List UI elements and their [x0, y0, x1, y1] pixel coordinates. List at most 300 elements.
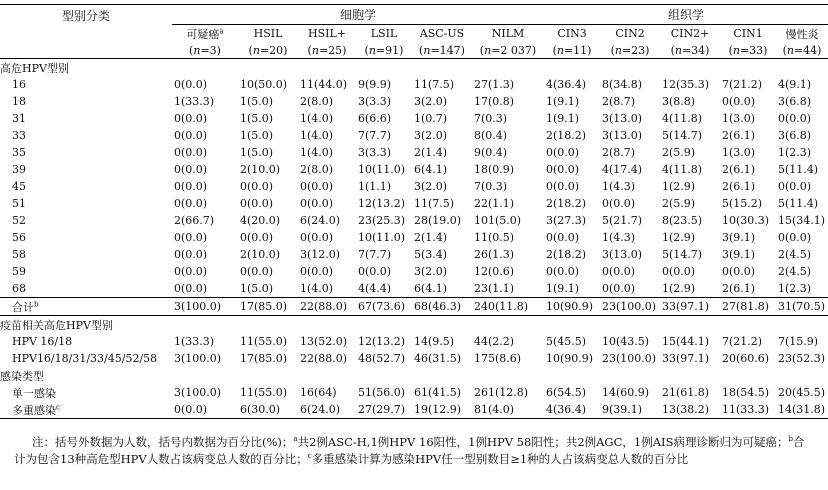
table-cell: 10(50.0) [240, 78, 288, 91]
table-cell: 1(5.0) [240, 146, 274, 159]
table-row [0, 161, 828, 178]
column-name: LSIL [370, 27, 398, 40]
table-cell: 2(1.4) [414, 146, 448, 159]
table-cell: 28(19.0) [414, 214, 462, 227]
table-cell: 12(13.2) [358, 335, 406, 348]
table-cell: 5(3.4) [414, 248, 448, 261]
table-cell: 0(0.0) [174, 231, 208, 244]
column-n-value: 20 [269, 43, 284, 57]
table-cell: 22(1.1) [474, 197, 515, 210]
table-cell: 4(17.4) [602, 163, 643, 176]
table-cell: 23(25.3) [358, 214, 406, 227]
table-cell: 0(0.0) [662, 265, 696, 278]
row-label [0, 144, 172, 161]
table-cell: 11(0.5) [474, 231, 515, 244]
footnote-mark-c: c [307, 452, 312, 461]
table-cell: 3(6.8) [778, 129, 812, 142]
table-cell: 7(7.7) [358, 248, 392, 261]
table-cell: 2(6.1) [722, 163, 756, 176]
table-cell: 3(13.0) [602, 129, 643, 142]
column-n-value: 11 [573, 43, 588, 57]
table-cell: 5(21.7) [602, 214, 643, 227]
table-cell: 51(56.0) [358, 386, 406, 399]
table-cell: 3(2.0) [414, 180, 448, 193]
table-cell: 7(21.2) [722, 335, 763, 348]
section-row [0, 316, 828, 334]
table-cell: 11(55.0) [240, 335, 288, 348]
table-cell: 3(13.0) [602, 248, 643, 261]
table-cell: 101(5.0) [474, 214, 522, 227]
table-row [0, 280, 828, 298]
table-cell: 1(9.1) [546, 282, 580, 295]
row-label-text: 18 [12, 95, 26, 108]
table-cell: 1(4.0) [300, 129, 334, 142]
table-row [0, 127, 828, 144]
column-name: HSIL [253, 27, 283, 40]
table-row [0, 144, 828, 161]
row-footnote-mark: c [56, 402, 60, 411]
table-cell: 17(85.0) [240, 352, 288, 365]
table-row [0, 384, 828, 401]
table-cell: 5(45.5) [546, 335, 587, 348]
table-cell: 5(15.2) [722, 197, 763, 210]
table-cell: 2(18.2) [546, 197, 587, 210]
table-cell: 3(13.0) [602, 112, 643, 125]
table-cell: 0(0.0) [778, 231, 812, 244]
table-cell: 1(3.0) [722, 112, 756, 125]
table-cell: 2(8.7) [602, 146, 636, 159]
column-header [660, 25, 720, 43]
row-label [0, 212, 172, 229]
table-cell: 0(0.0) [174, 146, 208, 159]
table-cell: 0(0.0) [174, 180, 208, 193]
row-label [0, 280, 172, 298]
row-label [0, 350, 172, 367]
table-cell: 23(52.3) [778, 352, 826, 365]
table-cell: 2(10.0) [240, 248, 281, 261]
table-cell: 2(5.9) [662, 197, 696, 210]
row-label-text: 68 [12, 282, 26, 295]
table-cell: 31(70.5) [778, 300, 826, 313]
column-name: CIN3 [557, 27, 587, 40]
footnote-mark-a: a [293, 435, 298, 444]
table-cell: 1(3.0) [722, 146, 756, 159]
table-cell: 1(1.1) [358, 180, 392, 193]
table-cell: 3(2.0) [414, 129, 448, 142]
table-cell: 3(2.0) [414, 95, 448, 108]
column-header [298, 25, 356, 43]
n-symbol: n [368, 43, 376, 57]
n-symbol: n [732, 43, 740, 57]
table-cell: 5(11.4) [778, 197, 819, 210]
table-cell: 23(1.1) [474, 282, 515, 295]
table-cell: 1(0.7) [414, 112, 448, 125]
column-n-value: 2 037 [500, 43, 532, 57]
hpv-genotype-table [0, 4, 828, 419]
table-cell: 3(3.3) [358, 146, 392, 159]
table-cell: 4(36.4) [546, 78, 587, 91]
row-label [0, 178, 172, 195]
table-cell: 1(4.0) [300, 146, 334, 159]
row-label-text: 16 [12, 78, 26, 91]
table-cell: 0(0.0) [240, 180, 274, 193]
table-cell: 9(0.4) [474, 146, 508, 159]
n-symbol: n [556, 43, 564, 57]
table-cell: 67(73.6) [358, 300, 406, 313]
section-label: 感染类型 [0, 369, 44, 383]
row-label-text: 56 [12, 231, 26, 244]
row-label-text: HPV16/18/31/33/45/52/58 [12, 352, 158, 365]
column-header [172, 25, 238, 43]
row-label [0, 298, 172, 316]
table-cell: 2(6.1) [722, 180, 756, 193]
table-cell: 1(5.0) [240, 112, 274, 125]
table-cell: 7(15.9) [778, 335, 819, 348]
table-row [0, 178, 828, 195]
table-cell: 81(4.0) [474, 403, 515, 416]
table-cell: 2(10.0) [240, 163, 281, 176]
table-cell: 20(60.6) [722, 352, 770, 365]
table-cell: 0(0.0) [240, 197, 274, 210]
column-footnote-mark: a [219, 26, 224, 35]
footnote-b: 合计为包含13种高危型HPV人数占该病变总人数的百分比； [14, 435, 805, 466]
table-cell: 6(6.6) [358, 112, 392, 125]
table-row [0, 298, 828, 316]
row-label-text: 多重感染 [12, 403, 56, 417]
table-cell: 0(0.0) [778, 112, 812, 125]
table-cell: 1(2.3) [778, 282, 812, 295]
table-cell: 7(0.3) [474, 180, 508, 193]
row-label [0, 127, 172, 144]
table-cell: 10(90.9) [546, 352, 594, 365]
table-row [0, 195, 828, 212]
table-cell: 0(0.0) [602, 265, 636, 278]
table-cell: 6(4.1) [414, 282, 448, 295]
column-header [544, 25, 600, 43]
table-cell: 61(41.5) [414, 386, 462, 399]
table-cell: 11(7.5) [414, 197, 455, 210]
table-row [0, 263, 828, 280]
table-cell: 16(64) [300, 386, 337, 399]
table-cell: 21(61.8) [662, 386, 710, 399]
column-n: (n=23) [610, 43, 650, 57]
table-cell: 1(33.3) [174, 335, 215, 348]
table-cell: 26(1.3) [474, 248, 515, 261]
row-label-text: 45 [12, 180, 26, 193]
table-cell: 2(6.1) [722, 282, 756, 295]
row-label [0, 161, 172, 178]
table-cell: 5(14.7) [662, 129, 703, 142]
table-cell: 1(2.9) [662, 180, 696, 193]
table-cell: 1(2.9) [662, 231, 696, 244]
table-cell: 2(4.5) [778, 248, 812, 261]
table-cell: 0(0.0) [174, 129, 208, 142]
column-n: (n=20) [248, 43, 288, 57]
n-symbol: n [614, 43, 622, 57]
table-cell: 1(2.3) [778, 146, 812, 159]
table-cell: 0(0.0) [300, 231, 334, 244]
column-header [356, 25, 412, 43]
table-cell: 7(21.2) [722, 78, 763, 91]
table-cell: 12(35.3) [662, 78, 710, 91]
group-header-cytology: 细胞学 [172, 5, 544, 25]
table-row [0, 401, 828, 419]
table-cell: 20(45.5) [778, 386, 826, 399]
table-cell: 2(18.2) [546, 248, 587, 261]
table-cell: 261(12.8) [474, 386, 529, 399]
column-name: CIN2+ [670, 27, 710, 40]
column-n: (n=25) [307, 43, 347, 57]
table-row [0, 246, 828, 263]
table-row [0, 350, 828, 367]
row-label-text: HPV 16/18 [12, 335, 73, 348]
table-cell: 14(60.9) [602, 386, 650, 399]
row-label [0, 93, 172, 110]
table-cell: 1(4.3) [602, 180, 636, 193]
table-cell: 18(0.9) [474, 163, 515, 176]
row-label-text: 合计 [12, 300, 34, 314]
table-cell: 0(0.0) [300, 180, 334, 193]
table-cell: 11(55.0) [240, 386, 288, 399]
table-cell: 3(6.8) [778, 95, 812, 108]
table-cell: 2(8.0) [300, 95, 334, 108]
row-label [0, 110, 172, 127]
column-n: (n=147) [419, 43, 465, 57]
row-label-text: 33 [12, 129, 26, 142]
table-cell: 2(18.2) [546, 129, 587, 142]
row-label-text: 单一感染 [12, 386, 56, 400]
table-cell: 0(0.0) [174, 163, 208, 176]
row-label-text: 58 [12, 248, 26, 261]
table-cell: 5(11.4) [778, 163, 819, 176]
n-symbol: n [311, 43, 319, 57]
table-cell: 2(5.9) [662, 146, 696, 159]
table-cell: 9(39.1) [602, 403, 643, 416]
column-n: (n=3) [189, 43, 221, 57]
column-header [472, 25, 544, 43]
table-cell: 14(9.5) [414, 335, 455, 348]
column-name: 慢性炎 [785, 27, 819, 41]
table-cell: 12(0.6) [474, 265, 515, 278]
table-cell: 10(30.3) [722, 214, 770, 227]
column-n: (n=11) [552, 43, 592, 57]
table-cell: 3(9.1) [722, 231, 756, 244]
table-cell: 1(5.0) [240, 129, 274, 142]
table-cell: 0(0.0) [546, 265, 580, 278]
table-cell: 5(14.7) [662, 248, 703, 261]
table-cell: 10(11.0) [358, 163, 406, 176]
table-cell: 6(24.0) [300, 403, 341, 416]
table-cell: 4(36.4) [546, 403, 587, 416]
table-cell: 13(38.2) [662, 403, 710, 416]
table-row [0, 93, 828, 110]
table-row [0, 110, 828, 127]
table-cell: 12(13.2) [358, 197, 406, 210]
table-cell: 8(0.4) [474, 129, 508, 142]
n-symbol: n [484, 43, 492, 57]
table-cell: 33(97.1) [662, 352, 710, 365]
table-cell: 0(0.0) [174, 265, 208, 278]
table-cell: 1(4.0) [300, 112, 334, 125]
table-cell: 6(24.0) [300, 214, 341, 227]
table-cell: 10(11.0) [358, 231, 406, 244]
table-cell: 9(9.9) [358, 78, 392, 91]
footnote-intro: 注：括号外数据为人数，括号内数据为百分比(%)； [32, 435, 294, 449]
column-header [412, 25, 472, 43]
column-header [720, 25, 776, 43]
table-cell: 1(2.9) [662, 282, 696, 295]
table-cell: 0(0.0) [240, 265, 274, 278]
footnote-mark-b: b [788, 435, 793, 444]
column-n-value: 147 [439, 43, 461, 57]
column-n-value: 44 [803, 43, 818, 57]
table-cell: 27(81.8) [722, 300, 770, 313]
table-cell: 0(0.0) [546, 180, 580, 193]
table-cell: 48(52.7) [358, 352, 406, 365]
table-cell: 3(3.3) [358, 95, 392, 108]
column-n-value: 3 [209, 43, 217, 57]
table-cell: 1(5.0) [240, 282, 274, 295]
row-label [0, 195, 172, 212]
column-name: CIN2 [615, 27, 645, 40]
table-cell: 23(100.0) [602, 352, 657, 365]
table-cell: 0(0.0) [602, 282, 636, 295]
table-cell: 11(7.5) [414, 78, 455, 91]
column-name: ASC-US [419, 27, 465, 40]
table-cell: 0(0.0) [174, 112, 208, 125]
table-cell: 0(0.0) [300, 197, 334, 210]
footnote-c: 多重感染计算为感染HPV任一型别数目≥1种的人占该病变总人数的百分比 [311, 452, 689, 466]
table-cell: 0(0.0) [174, 403, 208, 416]
table-row [0, 229, 828, 246]
table-cell: 0(0.0) [240, 231, 274, 244]
column-n-value: 34 [691, 43, 706, 57]
table-cell: 7(7.7) [358, 129, 392, 142]
table-cell: 175(8.6) [474, 352, 522, 365]
stub-header: 型别分类 [61, 9, 110, 23]
table-cell: 0(0.0) [722, 95, 756, 108]
table-cell: 240(11.8) [474, 300, 529, 313]
table-cell: 11(44.0) [300, 78, 348, 91]
table-cell: 0(0.0) [722, 265, 756, 278]
table-cell: 1(9.1) [546, 95, 580, 108]
table-cell: 27(29.7) [358, 403, 406, 416]
table-cell: 17(85.0) [240, 300, 288, 313]
table-cell: 6(30.0) [240, 403, 281, 416]
section-label: 高危HPV型别 [0, 61, 69, 75]
section-row [0, 59, 828, 77]
table-cell: 2(66.7) [174, 214, 215, 227]
table-cell: 15(34.1) [778, 214, 826, 227]
table-cell: 1(4.0) [300, 282, 334, 295]
table-cell: 1(4.3) [602, 231, 636, 244]
table-cell: 6(4.1) [414, 163, 448, 176]
column-n-value: 25 [328, 43, 343, 57]
table-cell: 1(33.3) [174, 95, 215, 108]
row-label [0, 401, 172, 419]
table-cell: 0(0.0) [546, 231, 580, 244]
row-label-text: 39 [12, 163, 26, 176]
table-cell: 0(0.0) [174, 282, 208, 295]
table-cell: 8(23.5) [662, 214, 703, 227]
row-label [0, 263, 172, 280]
table-cell: 2(6.1) [722, 129, 756, 142]
column-n-value: 33 [749, 43, 764, 57]
table-cell: 0(0.0) [602, 197, 636, 210]
table-cell: 0(0.0) [174, 197, 208, 210]
table-cell: 14(31.8) [778, 403, 826, 416]
table-cell: 4(20.0) [240, 214, 281, 227]
table-cell: 3(100.0) [174, 300, 222, 313]
table-cell: 46(31.5) [414, 352, 462, 365]
row-label [0, 333, 172, 350]
table-cell: 27(1.3) [474, 78, 515, 91]
column-name: CIN1 [733, 27, 763, 40]
column-name: HSIL+ [308, 27, 346, 40]
table-cell: 3(27.3) [546, 214, 587, 227]
column-n: (n=2 037) [479, 43, 537, 57]
section-row [0, 367, 828, 384]
table-cell: 22(88.0) [300, 300, 348, 313]
table-cell: 3(100.0) [174, 386, 222, 399]
table-cell: 0(0.0) [546, 146, 580, 159]
row-label-text: 52 [12, 214, 26, 227]
column-n: (n=33) [728, 43, 768, 57]
table-cell: 17(0.8) [474, 95, 515, 108]
table-cell: 6(54.5) [546, 386, 587, 399]
table-cell: 10(43.5) [602, 335, 650, 348]
row-label [0, 246, 172, 263]
column-header [776, 25, 828, 43]
table-cell: 0(0.0) [546, 163, 580, 176]
row-label [0, 229, 172, 246]
table-cell: 7(0.3) [474, 112, 508, 125]
table-row [0, 76, 828, 93]
table-cell: 4(11.8) [662, 112, 703, 125]
table-cell: 33(97.1) [662, 300, 710, 313]
column-n-value: 23 [631, 43, 646, 57]
n-symbol: n [674, 43, 682, 57]
row-label-text: 59 [12, 265, 26, 278]
table-cell: 15(44.1) [662, 335, 710, 348]
column-n: (n=91) [364, 43, 404, 57]
table-cell: 0(0.0) [358, 265, 392, 278]
footnote-a: 共2例ASC-H,1例HPV 16阳性，1例HPV 58阳性；共2例AGC，1例AIS病理诊断归为可疑癌； [297, 435, 789, 449]
table-row [0, 333, 828, 350]
table-cell: 19(12.9) [414, 403, 462, 416]
table-cell: 3(9.1) [722, 248, 756, 261]
table-cell: 2(1.4) [414, 231, 448, 244]
table-cell: 0(0.0) [174, 248, 208, 261]
n-symbol: n [193, 43, 201, 57]
table-cell: 4(9.1) [778, 78, 812, 91]
column-n-value: 91 [385, 43, 400, 57]
table-cell: 44(2.2) [474, 335, 515, 348]
table-footnotes [14, 434, 814, 468]
row-label [0, 76, 172, 93]
group-header-histology: 组织学 [544, 5, 828, 25]
column-n: (n=34) [670, 43, 710, 57]
column-name: NILM [491, 27, 525, 40]
table-cell: 3(12.0) [300, 248, 341, 261]
table-cell: 13(52.0) [300, 335, 348, 348]
table-cell: 1(9.1) [546, 112, 580, 125]
row-footnote-mark: b [34, 299, 39, 308]
table-cell: 0(0.0) [300, 265, 334, 278]
table-cell: 68(46.3) [414, 300, 462, 313]
table-cell: 4(11.8) [662, 163, 703, 176]
table-cell: 23(100.0) [602, 300, 657, 313]
